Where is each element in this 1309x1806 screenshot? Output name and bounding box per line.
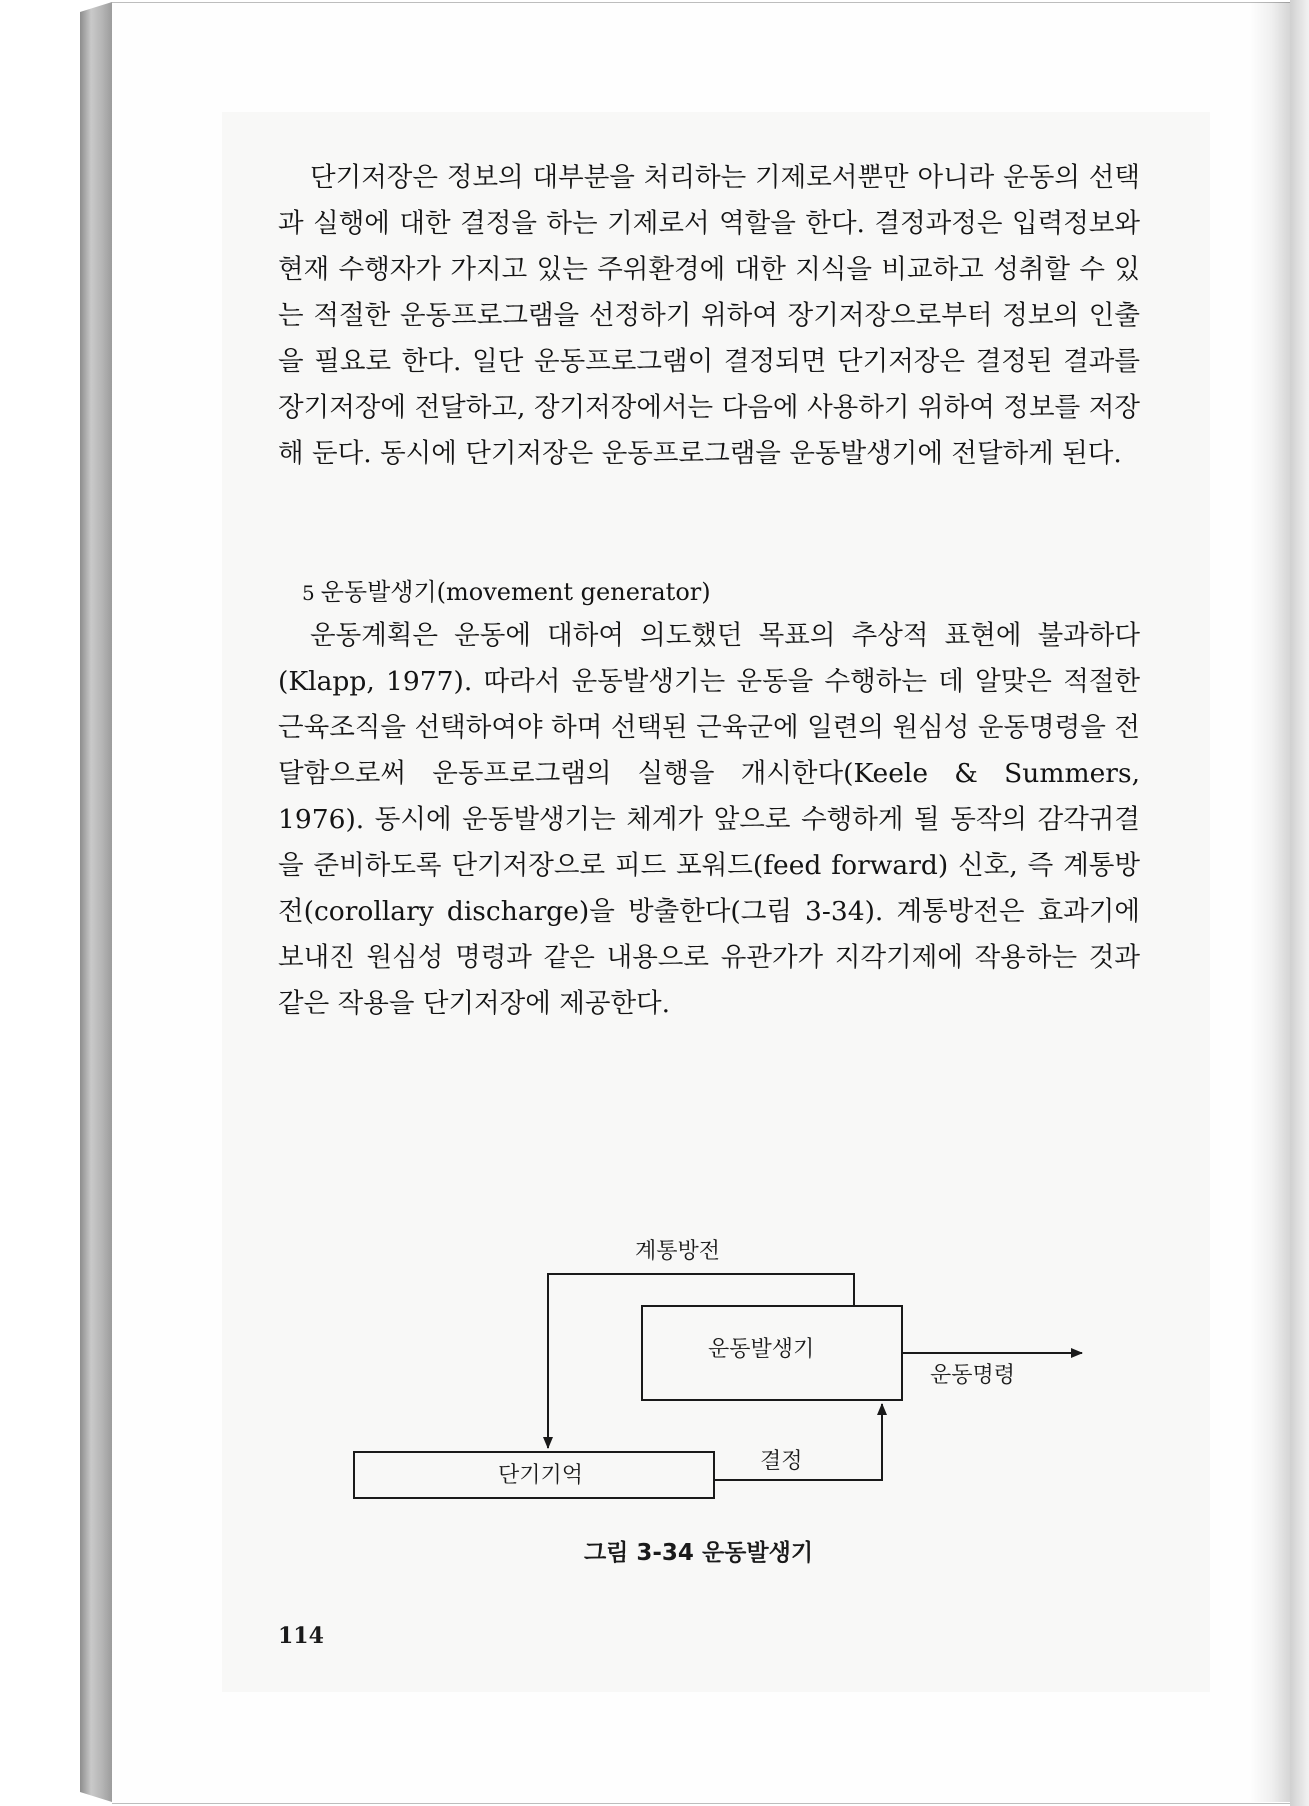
page-number: 114 (278, 1623, 324, 1649)
page-right-shadow (1250, 2, 1290, 1802)
body-paragraph-1: 단기저장은 정보의 대부분을 처리하는 기제로서뿐만 아니라 운동의 선택과 실행에 대한 결정을 하는 기제로서 역할을 한다. 결정과정은 입력정보와 현재 수행자가 가지고 있는 주위환경에 대한 지식을 비교하고 성취할 수 있는 적절한 운동프로그램을 선정하기 위하여 장기저장으로부터 정보의 인출을 필요로 한다. 일단 운동프로그램이 결정되면 단기저장은 결정된 결과를 장기저장에 전달하고, 장기저장에서는 다음에 사용하기 위하여 정보를 저장해 둔다. 동시에 단기저장은 운동프로그램을 운동발생기에 전달하게 된다. (278, 162, 1140, 469)
body-paragraph-2: 운동계획은 운동에 대하여 의도했던 목표의 추상적 표현에 불과하다(Klapp, 1977). 따라서 운동발생기는 운동을 수행하는 데 알맞은 적절한 근육조직을 선택하여야 하며 선택된 근육군에 일련의 원심성 운동명령을 전달함으로써 운동프로그램의 실행을 개시한다(Keele & Summers, 1976). 동시에 운동발생기는 체계가 앞으로 수행하게 될 동작의 감각귀결을 준비하도록 단기저장으로 피드 포워드(feed forward) 신호, 즉 계통방전(corollary discharge)을 방출한다(그림 3-34). 계통방전은 효과기에 보내진 원심성 명령과 같은 내용으로 유관가가 지각기제에 작용하는 것과 같은 작용을 단기저장에 제공한다. (278, 620, 1140, 1019)
section-heading (302, 572, 711, 613)
short-term-memory-label: 단기기억 (498, 1463, 584, 1488)
section-title: 운동발생기(movement generator) (320, 578, 711, 606)
motor-command-label: 운동명령 (930, 1363, 1016, 1388)
figure-diagram (340, 1222, 1100, 1522)
figure-caption: 그림 3-34 운동발생기 (583, 1540, 814, 1566)
decision-label: 결정 (760, 1449, 803, 1474)
corollary-discharge-label: 계통방전 (635, 1239, 721, 1264)
book-spine (80, 2, 112, 1802)
movement-generator-label: 운동발생기 (708, 1337, 815, 1362)
section-number: 5 (302, 581, 315, 605)
